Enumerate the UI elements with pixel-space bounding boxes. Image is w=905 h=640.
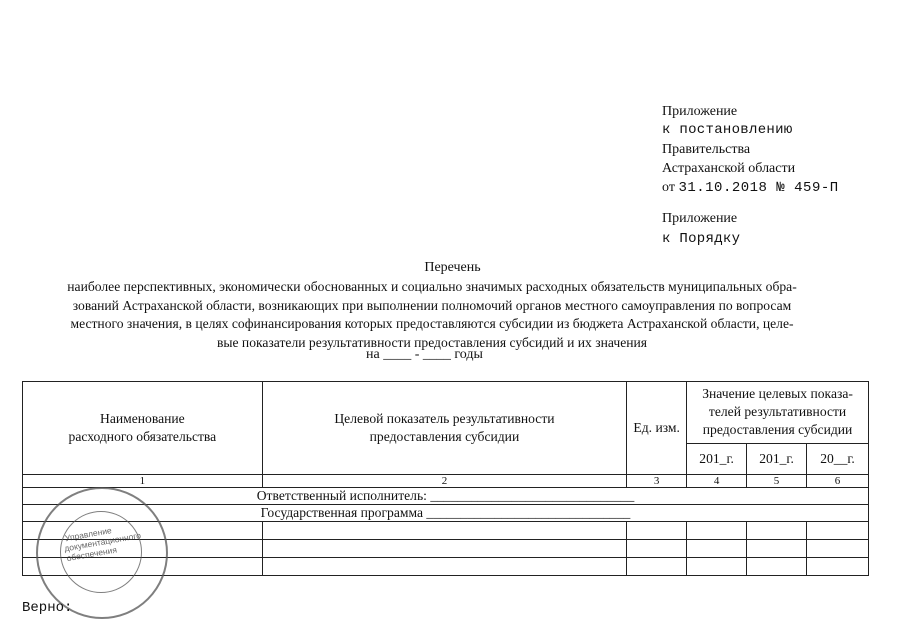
header-indicator-line1: Целевой показатель результативности [334, 411, 555, 426]
header-target-indicator [262, 382, 627, 475]
certified-label: Верно: [22, 600, 73, 616]
column-number: 5 [747, 475, 807, 488]
resolution-date-number: 31.10.2018 № 459-П [678, 180, 839, 196]
table-cell [262, 540, 627, 558]
header-line-5 [662, 178, 839, 198]
annex-line-1: Приложение [662, 211, 738, 226]
document-title: Перечень [424, 260, 481, 275]
responsible-executor-row: Ответственный исполнитель: ______________________________ [23, 488, 869, 505]
table-cell [687, 540, 747, 558]
table-cell [747, 522, 807, 540]
header-year-2: 201_г. [747, 443, 807, 474]
annex-header [662, 209, 740, 249]
table-cell [687, 522, 747, 540]
column-number: 1 [23, 475, 263, 488]
header-obligation-line1: Наименование [100, 411, 185, 426]
table-cell [262, 558, 627, 576]
column-number: 6 [807, 475, 869, 488]
state-program-row: Государственная программа ______________________________ [23, 505, 869, 522]
header-indicator-line2: предоставления субсидии [369, 429, 520, 444]
description-line-2: зований Астраханской области, возникающих при выполнении полномочий органов местного самоуправления по вопросам [72, 297, 792, 313]
resolution-header [662, 102, 839, 198]
header-obligation-name [23, 382, 263, 475]
header-values-line3: предоставления субсидии [702, 422, 853, 438]
header-target-values [687, 382, 869, 444]
table-cell [747, 558, 807, 576]
description-line-4: вые показатели результативности предоставления субсидий и их значения [216, 334, 648, 350]
header-values-line1: Значение целевых показа- [702, 386, 853, 402]
header-line-3: Правительства [662, 142, 751, 157]
header-line-1: Приложение [662, 104, 738, 119]
table-cell [627, 558, 687, 576]
header-line-2: к постановлению [662, 122, 793, 138]
table-cell [807, 540, 869, 558]
column-number: 2 [262, 475, 627, 488]
header-unit: Ед. изм. [627, 382, 687, 475]
description-line-1: наиболее перспективных, экономически обоснованных и социально значимых расходных обязательств муниципальных обра- [67, 279, 797, 294]
table-cell [627, 522, 687, 540]
table-cell [627, 540, 687, 558]
table-cell [747, 540, 807, 558]
header-line-4: Астраханской области [662, 161, 796, 176]
header-from-prefix: от [662, 180, 675, 195]
table-cell [807, 558, 869, 576]
table-cell [687, 558, 747, 576]
header-year-3: 20__г. [807, 443, 869, 474]
header-year-1: 201_г. [687, 443, 747, 474]
period-line: на ____ - ____ годы [366, 347, 483, 362]
header-obligation-line2: расходного обязательства [68, 429, 217, 444]
stamp-center-text: Управление документационного обеспечения [63, 525, 142, 564]
document-description [22, 278, 842, 352]
table-cell [262, 522, 627, 540]
table-cell [807, 522, 869, 540]
annex-line-2: к Порядку [662, 231, 741, 247]
column-number: 3 [627, 475, 687, 488]
description-line-3: местного значения, в целях софинансирования которых предоставляются субсидии из бюджета Астраханской области, целе- [70, 316, 794, 331]
header-values-line2: телей результативности [708, 404, 847, 420]
column-number: 4 [687, 475, 747, 488]
